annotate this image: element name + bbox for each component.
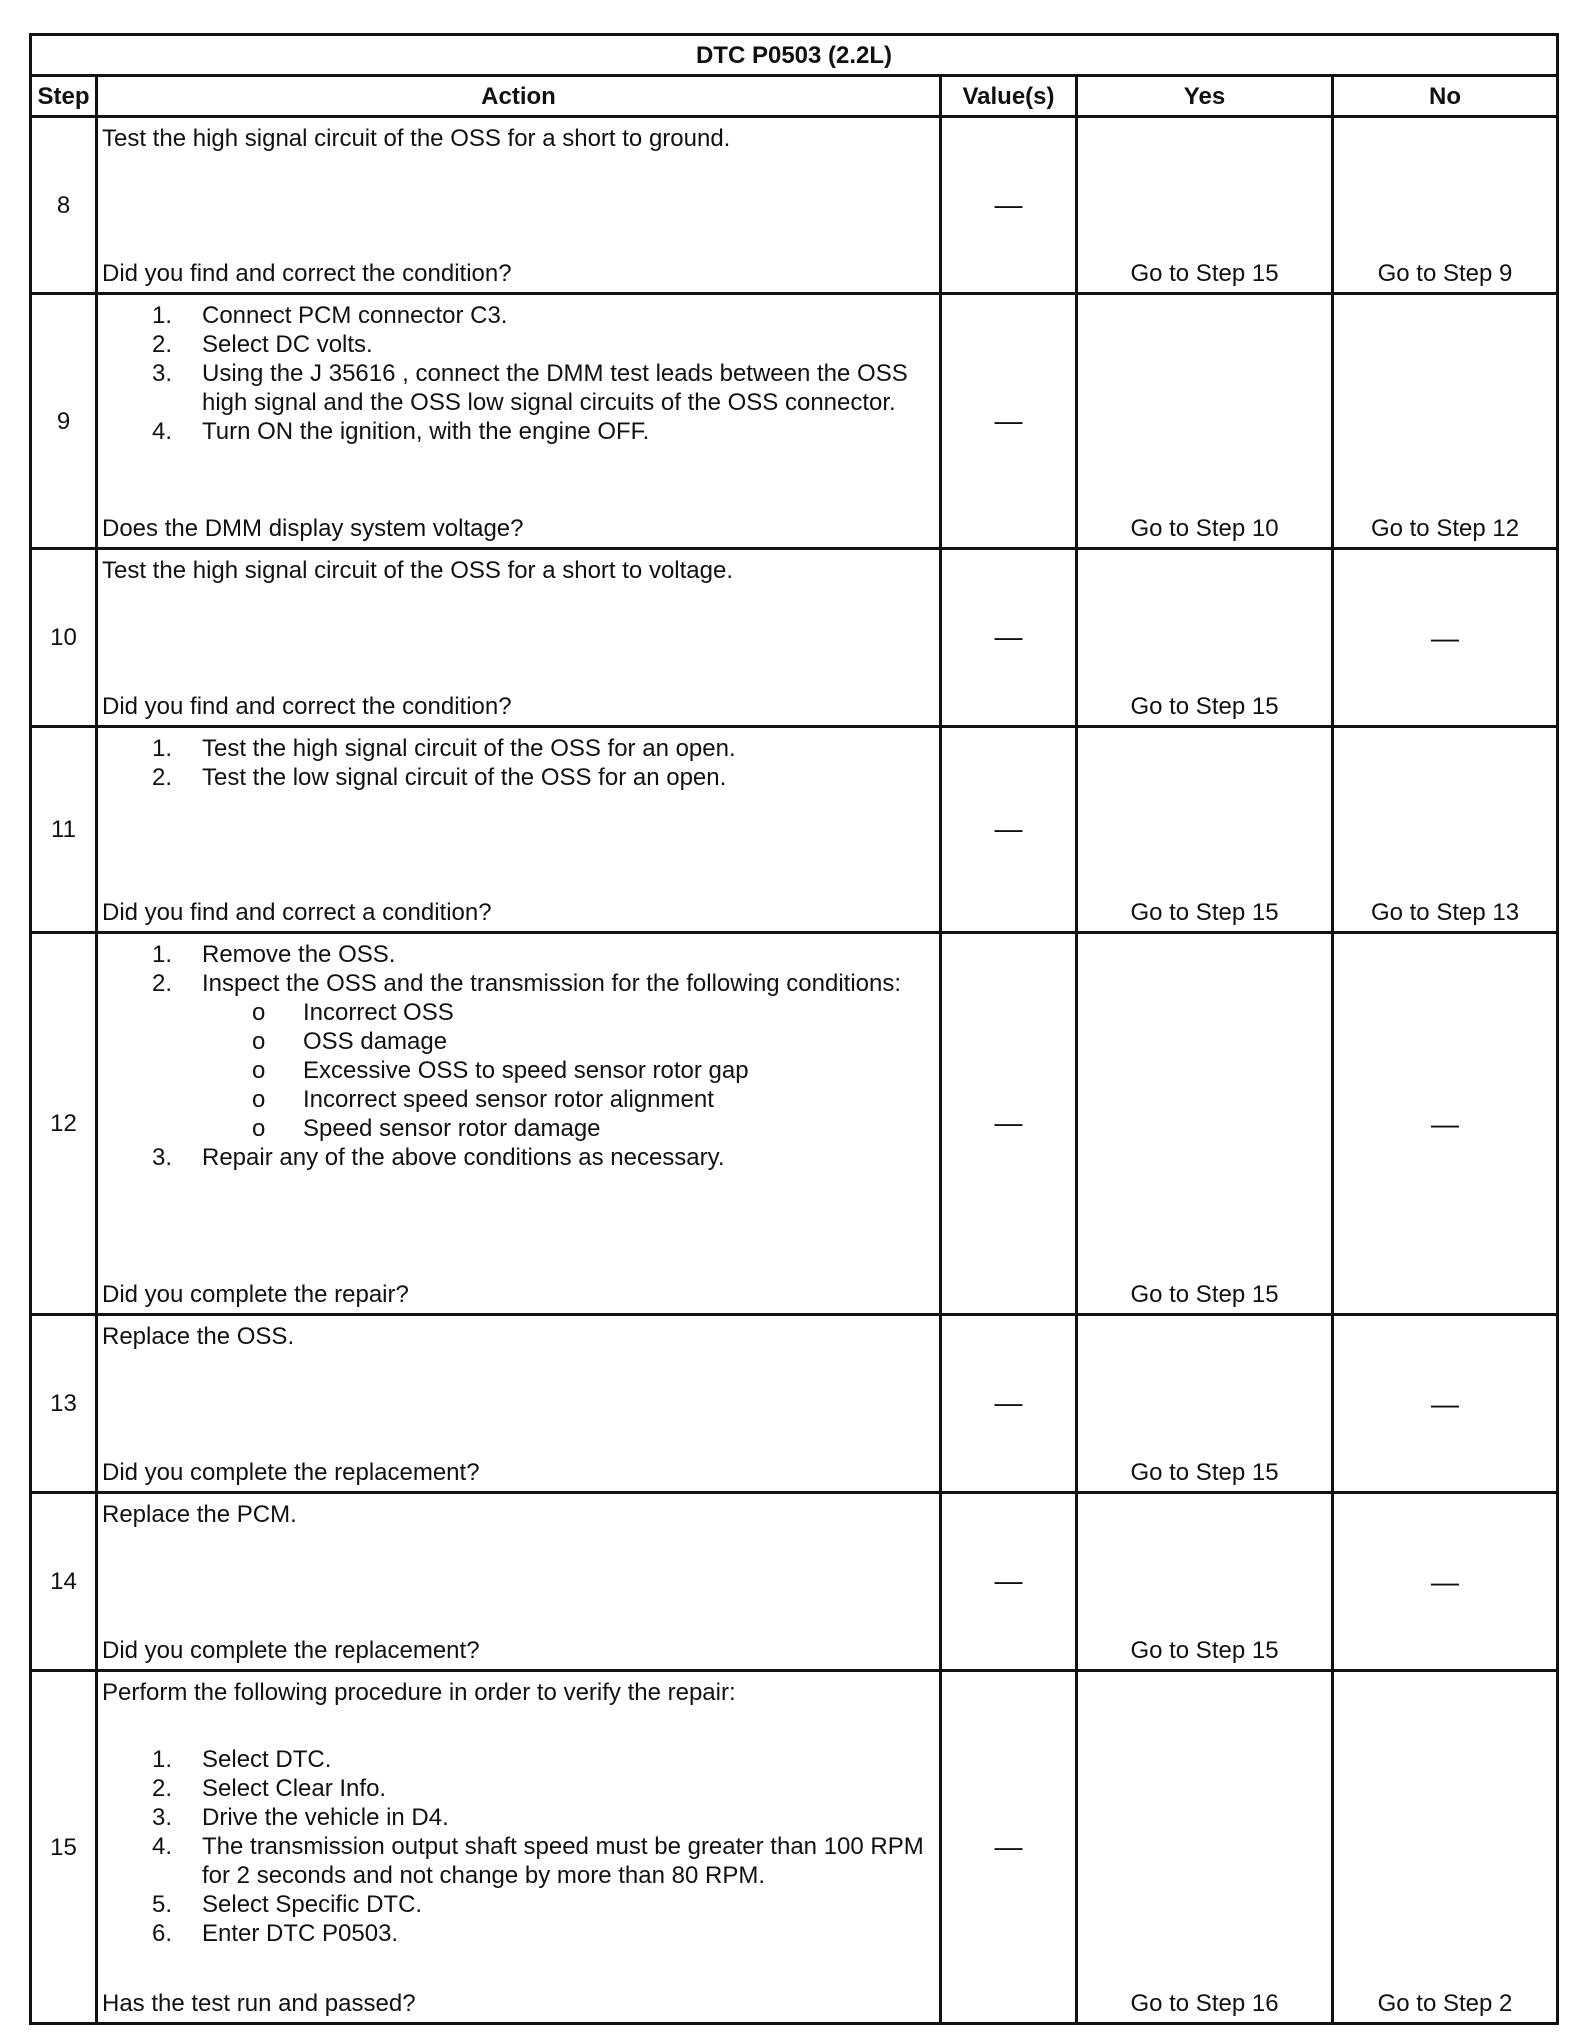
header-no: No bbox=[1333, 76, 1558, 117]
value-dash: — bbox=[994, 188, 1023, 220]
action-step bbox=[102, 940, 939, 969]
no-result: Go to Step 13 bbox=[1370, 899, 1520, 926]
table-row bbox=[31, 727, 1558, 933]
bullet-icon: o bbox=[252, 999, 266, 1026]
action-step-text: Repair any of the above conditions as necessary. bbox=[202, 1144, 725, 1171]
action-step-text: Remove the OSS. bbox=[202, 941, 396, 968]
action-step bbox=[102, 417, 939, 446]
table-body bbox=[31, 117, 1558, 2024]
table-row bbox=[31, 1315, 1558, 1493]
action-content bbox=[102, 1494, 939, 1529]
value-dash: — bbox=[994, 1107, 1023, 1138]
yes-result: Go to Step 15 bbox=[1130, 1637, 1279, 1664]
action-step-number: 2. bbox=[152, 970, 173, 997]
condition-item bbox=[102, 1085, 939, 1114]
action-step-text: Test the high signal circuit of the OSS for an open. bbox=[202, 735, 736, 762]
action-cell bbox=[97, 727, 941, 933]
action-step-text: Select DTC. bbox=[202, 1746, 332, 1773]
condition-item bbox=[102, 998, 939, 1027]
action-intro: Test the high signal circuit of the OSS for a short to ground. bbox=[102, 125, 731, 152]
action-step bbox=[102, 1890, 939, 1919]
action-step-number: 5. bbox=[152, 1891, 173, 1918]
yes-result: Go to Step 15 bbox=[1130, 899, 1279, 926]
action-cell bbox=[97, 549, 941, 727]
action-step-number: 3. bbox=[152, 1144, 173, 1171]
step-number: 13 bbox=[31, 1315, 97, 1493]
value-cell bbox=[941, 117, 1077, 294]
action-step-number: 3. bbox=[152, 1804, 173, 1831]
no-result: Go to Step 9 bbox=[1377, 260, 1513, 287]
value-cell bbox=[941, 294, 1077, 549]
action-intro: Test the high signal circuit of the OSS for a short to voltage. bbox=[102, 557, 733, 584]
value-dash: — bbox=[994, 1565, 1023, 1596]
yes-cell bbox=[1077, 1315, 1333, 1493]
table-title: DTC P0503 (2.2L) bbox=[31, 35, 1558, 76]
step-number: 10 bbox=[31, 549, 97, 727]
action-step bbox=[102, 301, 939, 330]
action-step-text: Enter DTC P0503. bbox=[202, 1920, 399, 1947]
action-content bbox=[102, 118, 939, 153]
step-number: 11 bbox=[31, 727, 97, 933]
no-result: Go to Step 2 bbox=[1377, 1990, 1513, 2017]
no-cell bbox=[1333, 294, 1558, 549]
action-step bbox=[102, 1832, 939, 1890]
action-cell bbox=[97, 117, 941, 294]
action-step-number: 1. bbox=[152, 302, 173, 329]
value-dash: — bbox=[994, 1830, 1023, 1862]
yes-result: Go to Step 15 bbox=[1130, 1281, 1279, 1308]
action-step bbox=[102, 969, 939, 1143]
condition-text: Incorrect speed sensor rotor alignment bbox=[303, 1086, 714, 1113]
action-step bbox=[102, 1143, 939, 1172]
header-action: Action bbox=[97, 76, 941, 117]
action-step-text: Select DC volts. bbox=[202, 331, 373, 358]
action-step-number: 1. bbox=[152, 1746, 173, 1773]
action-steps-list bbox=[102, 301, 939, 446]
action-step-text: Inspect the OSS and the transmission for the following conditions: bbox=[202, 970, 902, 997]
action-intro: Perform the following procedure in order to verify the repair: bbox=[102, 1679, 736, 1706]
yes-cell bbox=[1077, 549, 1333, 727]
action-cell bbox=[97, 1493, 941, 1671]
action-step-number: 1. bbox=[152, 941, 173, 968]
no-cell bbox=[1333, 117, 1558, 294]
action-question: Did you complete the repair? bbox=[102, 1281, 409, 1308]
action-cell bbox=[97, 933, 941, 1315]
value-cell bbox=[941, 549, 1077, 727]
action-step bbox=[102, 763, 939, 792]
action-step-text: The transmission output shaft speed must be greater than 100 RPM for 2 seconds and not change by more than 80 RPM. bbox=[202, 1833, 924, 1889]
action-step-number: 4. bbox=[152, 1833, 173, 1860]
table-row bbox=[31, 294, 1558, 549]
condition-text: OSS damage bbox=[303, 1028, 448, 1055]
action-content bbox=[102, 1672, 939, 1948]
no-cell bbox=[1333, 1671, 1558, 2024]
yes-result: Go to Step 15 bbox=[1130, 260, 1279, 287]
no-cell bbox=[1333, 1493, 1558, 1671]
yes-cell bbox=[1077, 294, 1333, 549]
header-values: Value(s) bbox=[941, 76, 1077, 117]
action-steps-list bbox=[102, 1745, 939, 1948]
no-cell bbox=[1333, 1315, 1558, 1493]
action-step-number: 3. bbox=[152, 360, 173, 387]
condition-item bbox=[102, 1056, 939, 1085]
action-step-number: 4. bbox=[152, 418, 173, 445]
action-step-number: 2. bbox=[152, 764, 173, 791]
condition-list bbox=[202, 998, 939, 1143]
value-cell bbox=[941, 933, 1077, 1315]
step-number: 14 bbox=[31, 1493, 97, 1671]
yes-result: Go to Step 10 bbox=[1130, 515, 1279, 542]
action-step-text: Drive the vehicle in D4. bbox=[202, 1804, 449, 1831]
action-question: Has the test run and passed? bbox=[102, 1990, 416, 2017]
condition-item bbox=[102, 1027, 939, 1056]
action-content bbox=[102, 1316, 939, 1351]
action-question: Does the DMM display system voltage? bbox=[102, 515, 524, 542]
value-dash: — bbox=[994, 813, 1023, 844]
action-step-number: 6. bbox=[152, 1920, 173, 1947]
value-cell bbox=[941, 1671, 1077, 2024]
action-steps-list bbox=[102, 734, 939, 792]
table-row bbox=[31, 933, 1558, 1315]
yes-result: Go to Step 15 bbox=[1130, 693, 1279, 720]
action-step-number: 2. bbox=[152, 331, 173, 358]
step-number: 15 bbox=[31, 1671, 97, 2024]
action-question: Did you find and correct the condition? bbox=[102, 260, 512, 287]
action-step-number: 2. bbox=[152, 1775, 173, 1802]
spacer bbox=[102, 1707, 939, 1745]
yes-cell bbox=[1077, 1493, 1333, 1671]
no-result: Go to Step 12 bbox=[1370, 515, 1520, 542]
condition-item bbox=[102, 1114, 939, 1143]
action-step bbox=[102, 1919, 939, 1948]
action-step bbox=[102, 330, 939, 359]
bullet-icon: o bbox=[252, 1028, 266, 1055]
yes-result: Go to Step 16 bbox=[1130, 1990, 1279, 2017]
table-row bbox=[31, 1671, 1558, 2024]
condition-text: Incorrect OSS bbox=[303, 999, 454, 1026]
action-step bbox=[102, 1774, 939, 1803]
table-row bbox=[31, 117, 1558, 294]
action-steps-list bbox=[102, 940, 939, 1172]
yes-cell bbox=[1077, 933, 1333, 1315]
action-step-text: Connect PCM connector C3. bbox=[202, 302, 508, 329]
action-step-text: Turn ON the ignition, with the engine OFF. bbox=[202, 418, 650, 445]
action-question: Did you complete the replacement? bbox=[102, 1637, 480, 1664]
value-dash: — bbox=[994, 1387, 1023, 1418]
no-result-dash: — bbox=[1431, 1108, 1459, 1139]
action-step bbox=[102, 734, 939, 763]
action-step bbox=[102, 1803, 939, 1832]
no-cell bbox=[1333, 727, 1558, 933]
action-step-text: Select Clear Info. bbox=[202, 1775, 387, 1802]
value-cell bbox=[941, 1315, 1077, 1493]
action-question: Did you find and correct the condition? bbox=[102, 693, 512, 720]
table-row bbox=[31, 1493, 1558, 1671]
action-step-text: Test the low signal circuit of the OSS for an open. bbox=[202, 764, 727, 791]
step-number: 8 bbox=[31, 117, 97, 294]
yes-cell bbox=[1077, 727, 1333, 933]
action-step-text: Select Specific DTC. bbox=[202, 1891, 423, 1918]
value-cell bbox=[941, 727, 1077, 933]
action-intro: Replace the OSS. bbox=[102, 1323, 295, 1350]
action-question: Did you find and correct a condition? bbox=[102, 899, 492, 926]
bullet-icon: o bbox=[252, 1115, 266, 1142]
header-step: Step bbox=[31, 76, 97, 117]
table-row bbox=[31, 549, 1558, 727]
action-step bbox=[102, 1745, 939, 1774]
bullet-icon: o bbox=[252, 1086, 266, 1113]
condition-text: Speed sensor rotor damage bbox=[303, 1115, 601, 1142]
action-content bbox=[102, 728, 939, 792]
condition-text: Excessive OSS to speed sensor rotor gap bbox=[303, 1057, 749, 1084]
yes-cell bbox=[1077, 1671, 1333, 2024]
no-cell bbox=[1333, 933, 1558, 1315]
yes-cell bbox=[1077, 117, 1333, 294]
no-cell bbox=[1333, 549, 1558, 727]
no-result-dash: — bbox=[1431, 1388, 1459, 1419]
step-number: 9 bbox=[31, 294, 97, 549]
action-question: Did you complete the replacement? bbox=[102, 1459, 480, 1486]
action-content bbox=[102, 934, 939, 1172]
dtc-table bbox=[29, 33, 1559, 2025]
action-step bbox=[102, 359, 939, 417]
no-result-dash: — bbox=[1431, 1566, 1459, 1597]
action-cell bbox=[97, 1671, 941, 2024]
action-cell bbox=[97, 294, 941, 549]
bullet-icon: o bbox=[252, 1057, 266, 1084]
no-result-dash: — bbox=[1431, 622, 1459, 653]
action-cell bbox=[97, 1315, 941, 1493]
value-dash: — bbox=[994, 621, 1023, 652]
value-dash: — bbox=[994, 404, 1023, 436]
action-step-number: 1. bbox=[152, 735, 173, 762]
value-cell bbox=[941, 1493, 1077, 1671]
yes-result: Go to Step 15 bbox=[1130, 1459, 1279, 1486]
action-intro: Replace the PCM. bbox=[102, 1501, 297, 1528]
step-number: 12 bbox=[31, 933, 97, 1315]
action-content bbox=[102, 550, 939, 585]
header-yes: Yes bbox=[1077, 76, 1333, 117]
action-content bbox=[102, 295, 939, 446]
action-step-text: Using the J 35616 , connect the DMM test leads between the OSS high signal and the OSS low signal circuits of the OSS connector. bbox=[202, 360, 908, 416]
